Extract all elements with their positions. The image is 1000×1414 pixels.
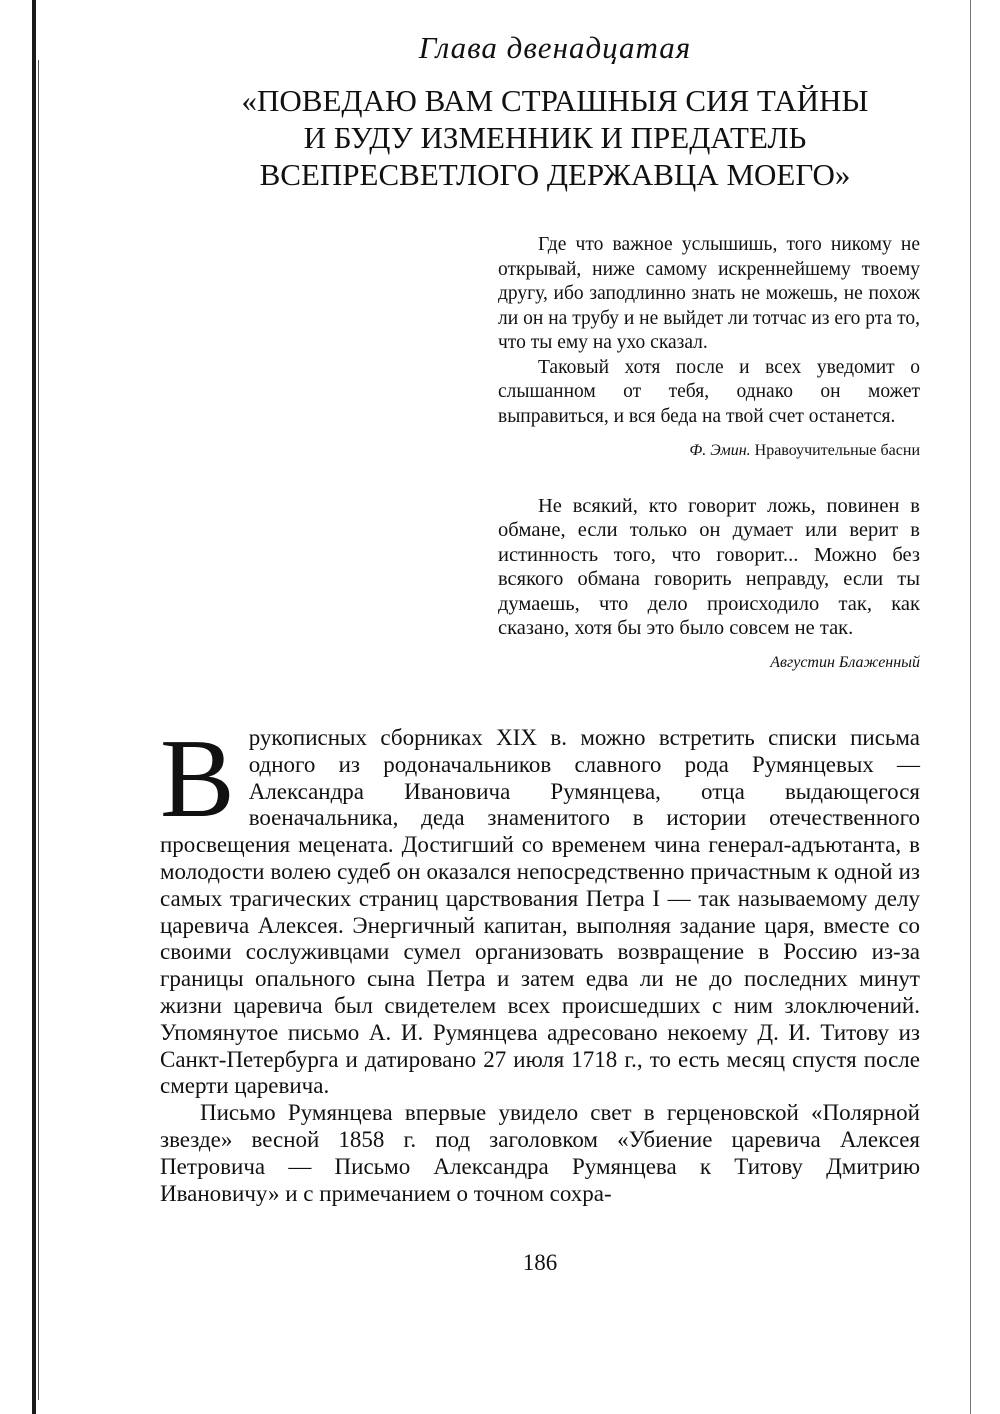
chapter-title-line: «ПОВЕДАЮ ВАМ СТРАШНЫЯ СИЯ ТАЙНЫ <box>241 83 869 118</box>
epigraph-paragraph: Где что важное услышишь, того никому не открывай, ниже самому искреннейшему твоему другу, ибо заподлинно знать не можешь, не похож ли он на трубу и не выйдет ли тотчас из его рта то, что ты ему на ухо сказал. <box>498 234 920 353</box>
book-page <box>160 30 920 1275</box>
main-text <box>160 717 920 1207</box>
chapter-label: Глава двенадцатая <box>418 30 692 65</box>
epigraph-augustine <box>498 494 920 676</box>
epigraph-source: Нравоучительные басни <box>754 442 920 459</box>
epigraph-paragraph: Не всякий, кто говорит ложь, повинен в обмане, если только он думает или верит в истинность того, что говорит... Можно без всякого обмана говорить неправду, если ты думаешь, что дело происходило так, как сказано, хотя бы это было совсем не так. <box>498 494 920 639</box>
chapter-title <box>160 82 920 193</box>
body-paragraph <box>160 717 920 1100</box>
epigraph-paragraph: Таковый хотя после и всех уведомит о слышанном от тебя, однако он может выправиться, и вся беда на твой счет останется. <box>498 356 920 427</box>
epigraph-attribution <box>498 651 920 676</box>
epigraph-author: Августин Блаженный <box>770 653 920 671</box>
chapter-title-line: И БУДУ ИЗМЕННИК И ПРЕДАТЕЛЬ <box>303 120 807 155</box>
scan-edge-right <box>970 0 971 1414</box>
epigraph-attribution <box>498 439 920 464</box>
page-number: 186 <box>522 1250 558 1275</box>
drop-cap: В <box>160 717 235 841</box>
scan-edge-shadow <box>38 60 39 1400</box>
epigraph-author: Ф. Эмин. <box>689 442 751 459</box>
scan-edge-left <box>32 0 36 1414</box>
epigraph-emin <box>498 233 920 464</box>
body-paragraph-text: рукописных сборниках XIX в. можно встретить списки письма одного из родоначальников славного рода Румянцевых — Александра Ивановича Румянцева, отца выдающегося военачальника, деда знаменитого в истории отечественного просвещения мецената. Достигший со временем чина генерал-адъютанта, в молодости волею судеб он оказался непосредственно причастным к одной из самых трагических страниц царствования Петра I — так называемому делу царевича Алексея. Энергичный капитан, выполняя задание царя, вместе со своими сослуживцами сумел организовать возвращение в Россию из-за границы опального сына Петра и затем едва ли не до последних минут жизни царевича был свидетелем всех происшедших с ним злоключений. Упомянутое письмо А. И. Румянцева адресовано некоему Д. И. Титову из Санкт-Петербурга и датировано 27 июля 1718 г., то есть месяц спустя после смерти царевича. <box>160 725 920 1099</box>
chapter-title-line: ВСЕПРЕСВЕТЛОГО ДЕРЖАВЦА МОЕГО» <box>259 157 851 192</box>
body-paragraph: Письмо Румянцева впервые увидело свет в герценовской «Полярной звезде» весной 1858 г. под заголовком «Убиение царевича Алексея Петровича — Письмо Александра Румянцева к Титову Дмитрию Ивановичу» и с примечанием о точном сохра- <box>160 1100 920 1206</box>
